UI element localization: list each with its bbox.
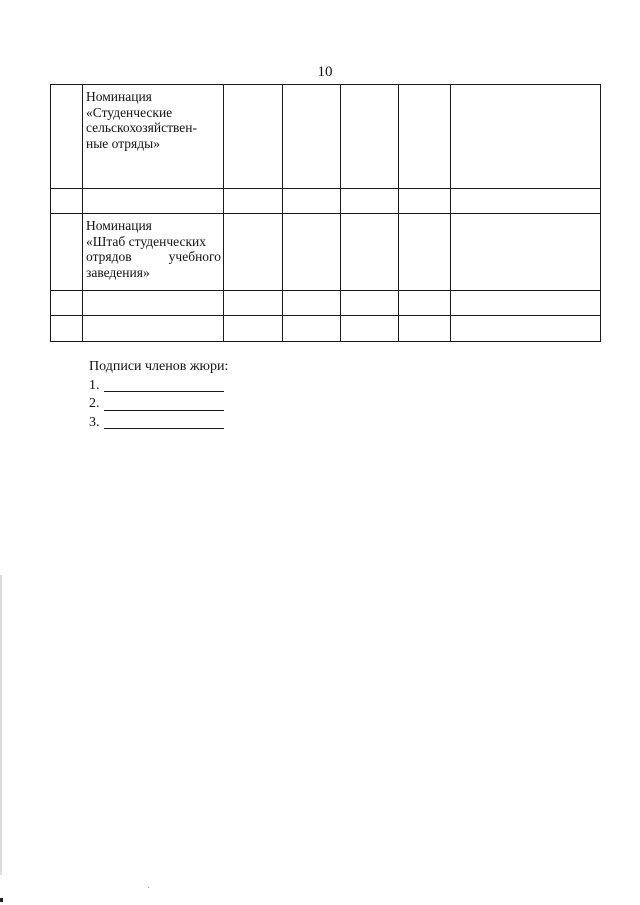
signature-line <box>89 377 228 396</box>
table-cell <box>451 291 601 316</box>
table-cell <box>283 291 341 316</box>
table-cell <box>224 189 283 214</box>
scan-speck <box>148 887 149 888</box>
table-cell <box>341 316 399 342</box>
table-cell <box>399 189 451 214</box>
table-row <box>51 214 601 291</box>
table-cell <box>451 85 601 189</box>
table-cell <box>399 85 451 189</box>
table-cell <box>224 291 283 316</box>
table-cell <box>224 316 283 342</box>
table-cell <box>399 316 451 342</box>
table-cell <box>451 316 601 342</box>
signature-line <box>89 395 228 414</box>
table-cell <box>83 291 224 316</box>
table-cell <box>224 214 283 291</box>
page-number: 10 <box>317 64 333 80</box>
nomination-text-line: отрядов учебного <box>86 249 221 265</box>
nomination-name-cell <box>83 85 224 189</box>
scan-edge-mark <box>0 575 2 875</box>
table-cell-index <box>51 85 83 189</box>
table-cell-index <box>51 316 83 342</box>
table-cell-index <box>51 291 83 316</box>
scan-edge-dot <box>0 898 3 902</box>
jury-signatures <box>89 358 228 432</box>
nomination-text-line: ные отряды» <box>86 135 160 151</box>
table-cell <box>83 189 224 214</box>
table-cell <box>399 214 451 291</box>
table-cell <box>283 316 341 342</box>
table-cell <box>341 291 399 316</box>
table-row <box>51 291 601 316</box>
signature-number: 1. <box>89 377 100 393</box>
table-row <box>51 85 601 189</box>
table-cell <box>341 214 399 291</box>
signature-blank <box>104 414 224 429</box>
nomination-text-line: Номинация <box>86 218 152 233</box>
signature-blank <box>104 377 224 392</box>
table-cell <box>83 316 224 342</box>
nomination-text-line: заведения» <box>86 264 150 280</box>
table-cell <box>224 85 283 189</box>
nomination-text-line: «Студенческие <box>86 104 173 120</box>
table-cell <box>341 189 399 214</box>
table-cell <box>283 85 341 189</box>
table-cell-index <box>51 189 83 214</box>
table-cell-index <box>51 214 83 291</box>
table-row <box>51 189 601 214</box>
table-cell <box>283 214 341 291</box>
table-cell <box>283 189 341 214</box>
signatures-heading: Подписи членов жюри: <box>89 359 229 374</box>
signature-line <box>89 414 228 433</box>
signature-number: 2. <box>89 396 100 411</box>
table-row <box>51 316 601 342</box>
table-cell <box>451 189 601 214</box>
nominations-table <box>50 84 601 342</box>
nomination-text-line: «Штаб студенческих <box>86 233 207 249</box>
nomination-text-line: Номинация <box>86 89 152 104</box>
table-cell <box>399 291 451 316</box>
table-cell <box>451 214 601 291</box>
table-cell <box>341 85 399 189</box>
signature-number: 3. <box>89 414 100 430</box>
nomination-name-cell <box>83 214 224 291</box>
nomination-text-line: сельскохозяйствен- <box>86 120 197 136</box>
signature-blank <box>104 396 224 411</box>
